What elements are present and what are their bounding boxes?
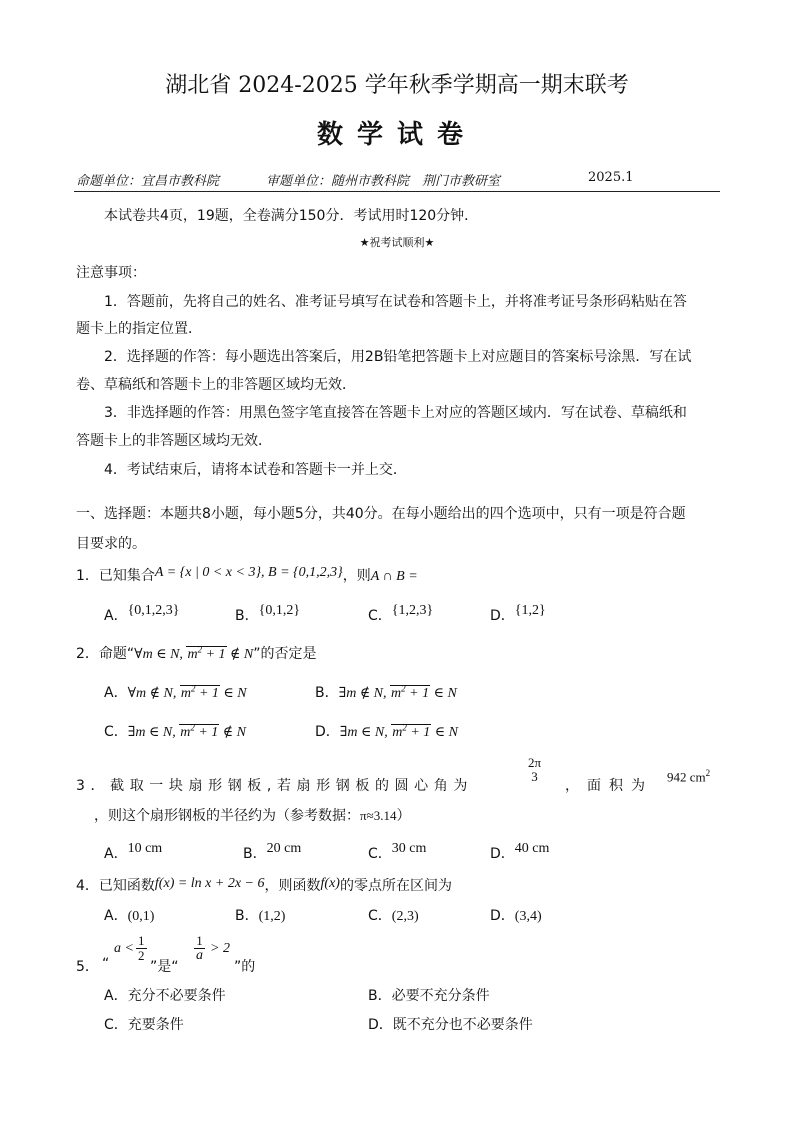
q4-option-c: C．(2,3) <box>368 908 419 924</box>
exam-title: 湖北省 2024-2025 学年秋季学期高一期末联考 <box>165 73 629 98</box>
question-1 <box>76 565 418 585</box>
q1-prefix: 1．已知集合 <box>76 568 155 584</box>
note-3b: 答题卡上的非答题区域均无效． <box>76 433 272 449</box>
q1-option-b: B．{0,1,2} <box>235 603 301 624</box>
q2-option-a: A．∀m ∉ N, $m^2 + 1$ ∈ N <box>104 683 247 701</box>
section-1-line-b: 目要求的。 <box>76 536 146 552</box>
exam-info: 本试卷共4页，19题，全卷满分150分．考试用时120分钟． <box>104 208 479 224</box>
q1-option-c: C．{1,2,3} <box>368 603 434 624</box>
note-4: 4．考试结束后，请将本试卷和答题卡一并上交． <box>104 462 407 478</box>
q1-option-a: A．{0,1,2,3} <box>104 603 180 624</box>
exam-date: 2025.1 <box>588 170 634 185</box>
notes-title: 注意事项： <box>76 265 146 281</box>
q2-option-b: B．∃m ∉ N, $m^2 + 1$ ∈ N <box>315 683 457 701</box>
q1-then: ，则 <box>342 568 371 584</box>
q3-area-label: ，面积为 <box>565 778 653 794</box>
q3-angle: 2π 3 <box>528 755 542 784</box>
section-1-line-a: 一、选择题：本题共8小题，每小题5分，共40分。在每小题给出的四个选项中，只有一项是符合题 <box>76 506 686 522</box>
question-2: 2．命题“∀m ∈ N, $m^2 + 1$ ∉ N”的否定是 <box>76 644 317 662</box>
q1-expr: A ∩ B = <box>370 569 418 584</box>
review-unit: 审题单位：随州市教科院 荆门市教研室 <box>266 174 501 189</box>
exam-subtitle: 数学试卷 <box>316 120 477 150</box>
note-2b: 卷、草稿纸和答题卡上的非答题区域均无效． <box>76 377 356 393</box>
q1-sets: A = {x | 0 < x < 3}, B = {0,1,2,3} <box>154 565 343 580</box>
note-3a: 3．非选择题的作答：用黑色签字笔直接答在答题卡上对应的答题区域内．写在试卷、草稿纸和 <box>104 405 687 421</box>
q4-option-d: D．(3,4) <box>490 908 542 924</box>
note-1a: 1．答题前，先将自己的姓名、准考证号填写在试卷和答题卡上，并将准考证号条形码粘贴在答 <box>104 294 687 310</box>
q3-line-2: ，则这个扇形钢板的半径约为（参考数据：π≈3.14） <box>94 808 411 824</box>
q1-option-d: D．{1,2} <box>490 603 546 624</box>
q3-option-d: D．40 cm <box>490 841 550 862</box>
q5-option-d: D．既不充分也不必要条件 <box>368 1017 533 1033</box>
q3-option-a: A．10 cm <box>104 841 163 862</box>
good-luck: ★祝考试顺利★ <box>359 236 435 249</box>
q5-option-b: B．必要不充分条件 <box>368 988 490 1004</box>
q5-option-c: C．充要条件 <box>104 1017 184 1033</box>
q3-area-value: 942 $cm^2$ <box>667 768 711 785</box>
note-2a: 2．选择题的作答：每小题选出答案后，用2B铅笔把答题卡上对应题目的答案标号涂黑．写在试 <box>104 349 692 365</box>
header-divider <box>74 191 720 192</box>
q5-option-a: A．充分不必要条件 <box>104 988 226 1004</box>
q3-option-b: B．20 cm <box>243 841 302 862</box>
q2-option-d: D．∃m ∈ N, $m^2 + 1$ ∈ N <box>315 722 458 740</box>
author-unit: 命题单位：宜昌市教科院 <box>76 174 220 189</box>
q3-option-c: C．30 cm <box>368 841 427 862</box>
q4-option-b: B．(1,2) <box>235 908 286 924</box>
question-4: 4．已知函数f(x) = ln x + 2x − 6，则函数f(x)的零点所在区间为 <box>76 876 452 894</box>
note-1b: 题卡上的指定位置． <box>76 321 202 337</box>
q4-option-a: A．(0,1) <box>104 908 155 924</box>
q3-line-1: 3．截取一块扇形钢板,若扇形钢板的圆心角为 <box>76 778 473 794</box>
q2-option-c: C．∃m ∈ N, $m^2 + 1$ ∉ N <box>104 722 246 740</box>
